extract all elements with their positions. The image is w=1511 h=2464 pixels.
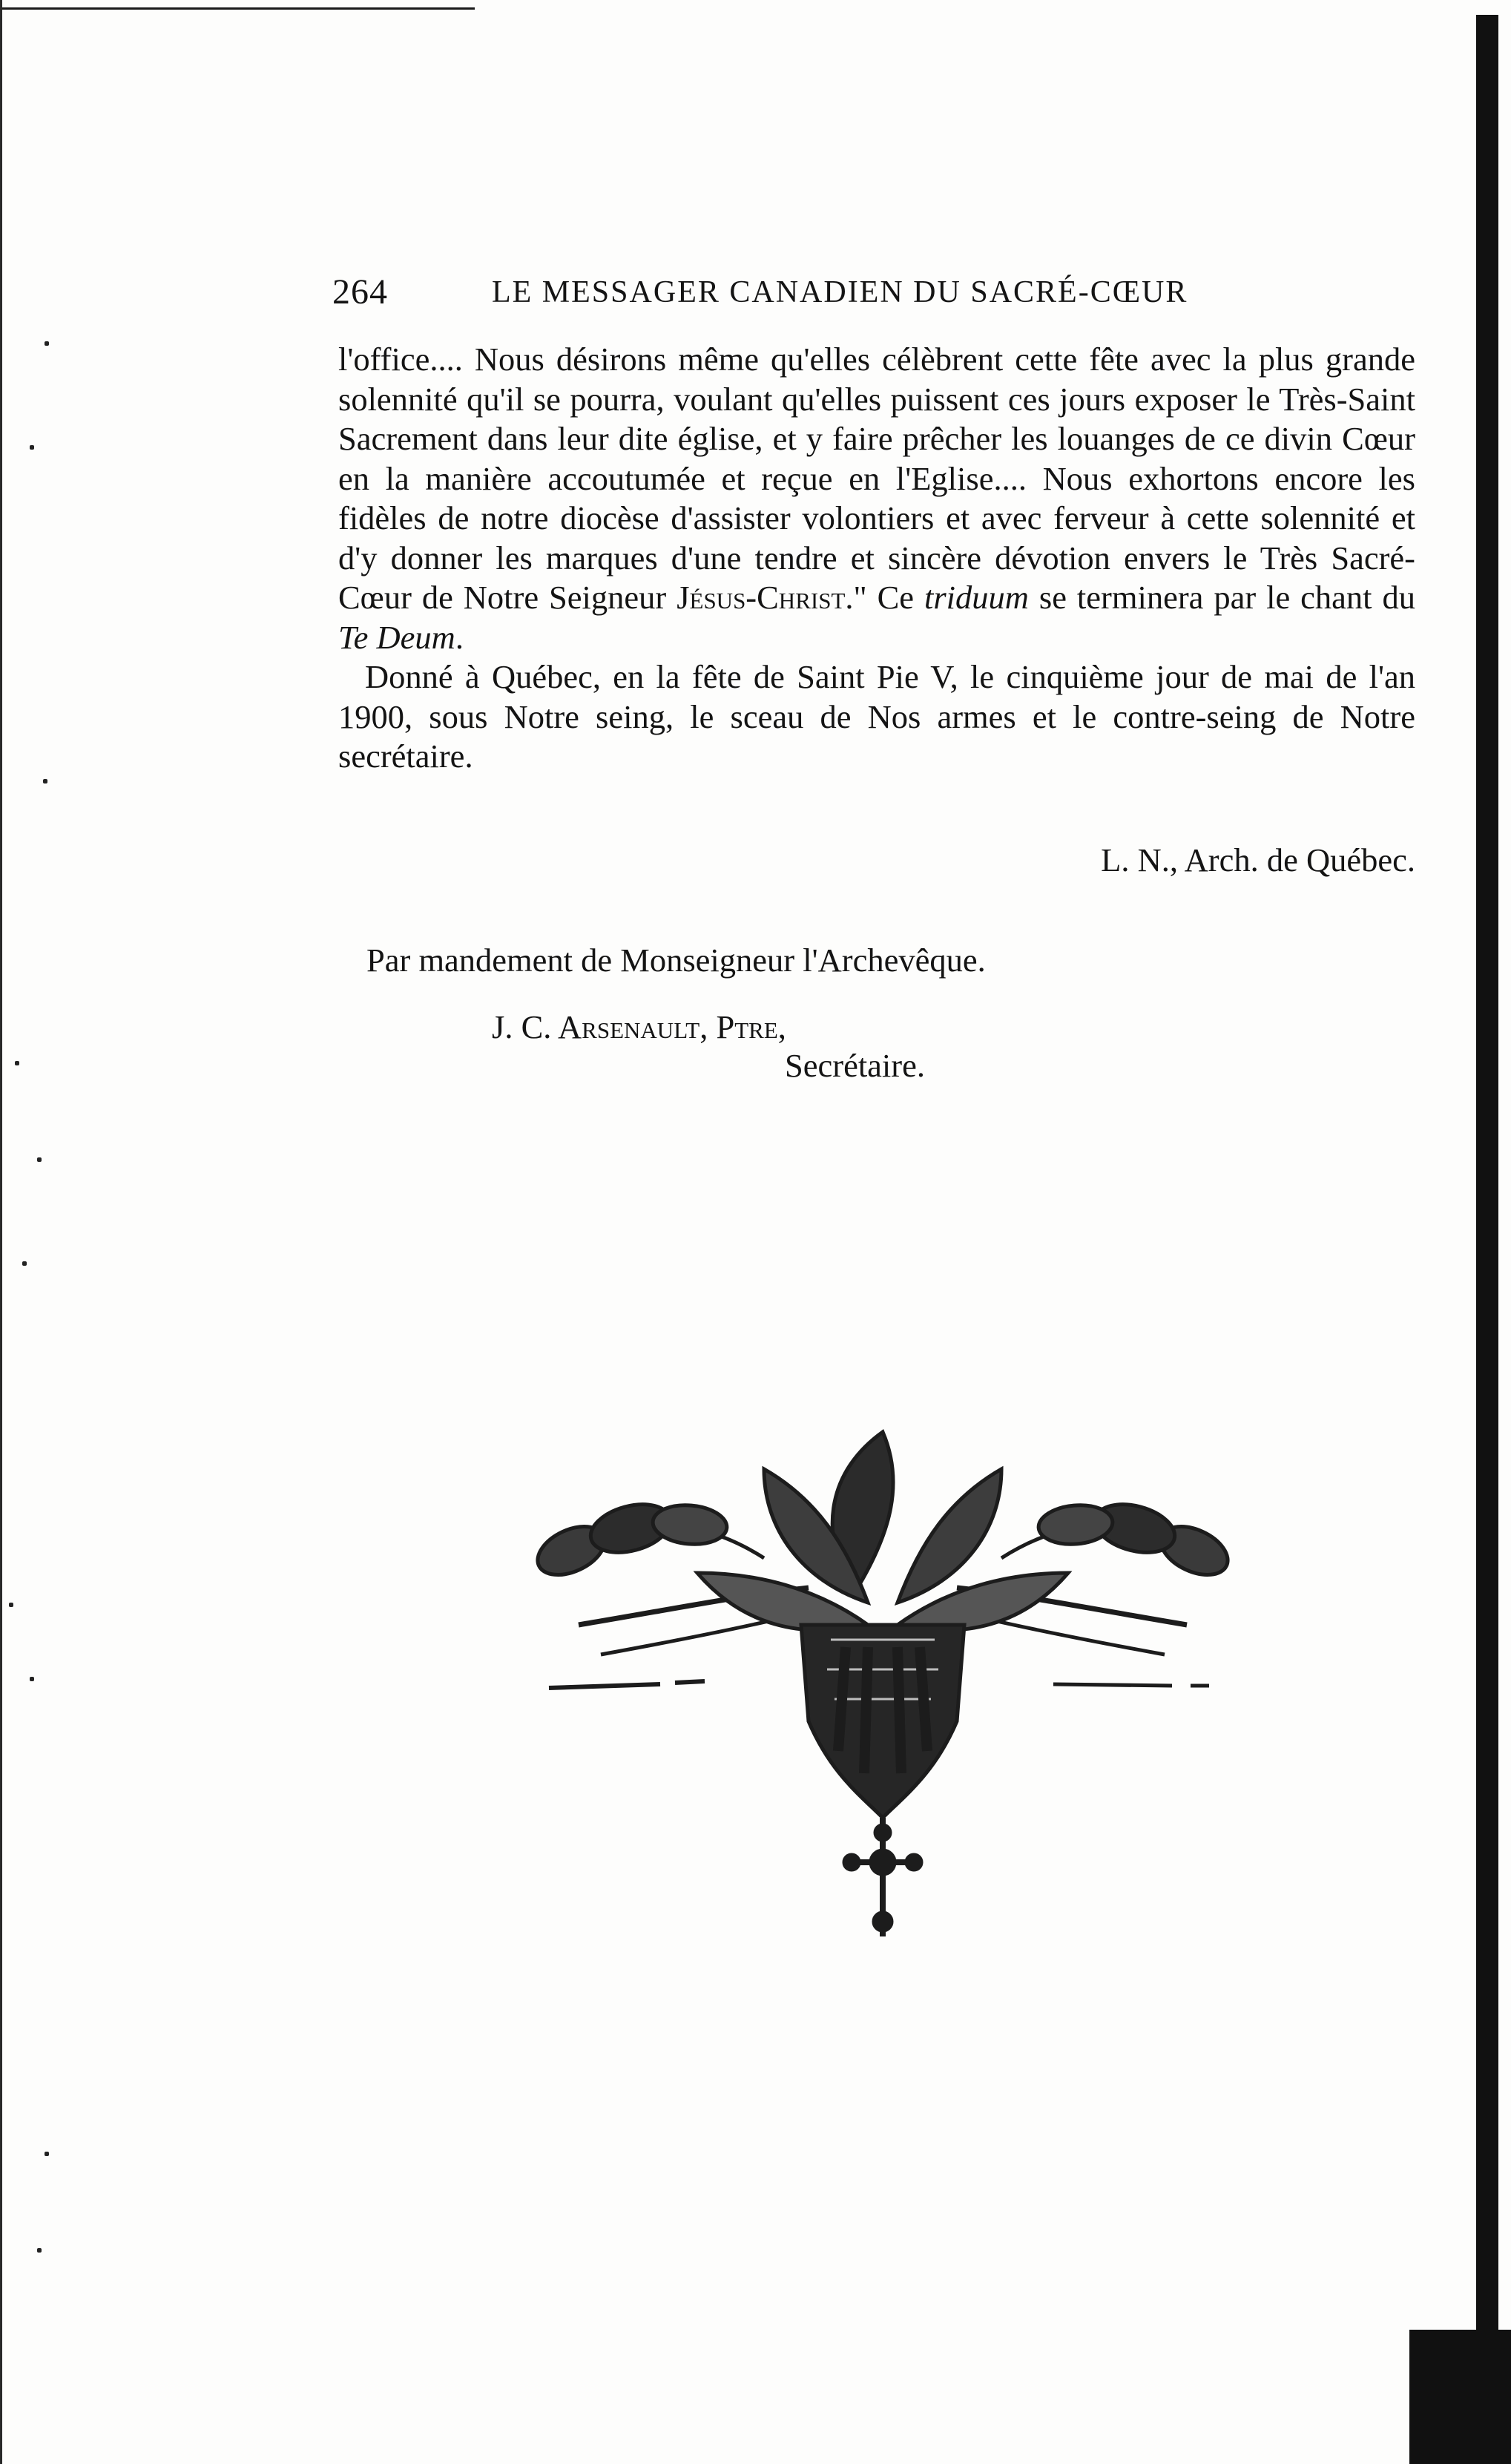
secretary-title: Secrétaire.	[785, 1047, 925, 1084]
paragraph-text: ." Ce	[845, 579, 924, 616]
italic-triduum: triduum	[924, 579, 1029, 616]
name-jesus-christ: Jésus-Christ	[677, 579, 846, 616]
body-text	[338, 340, 1415, 777]
running-title: LE MESSAGER CANADIEN DU SACRÉ-CŒUR	[492, 275, 1188, 309]
floral-ornament-icon	[519, 1402, 1246, 1951]
paragraph-date-place: Donné à Québec, en la fête de Saint Pie V, le cinquième jour de mai de l'an 1900, sous Notre seing, le sceau de Nos armes et le contre-seing de Notre secrétaire.	[338, 658, 1415, 775]
secretary-name: J. C. Arsenault, Ptre,	[492, 1008, 786, 1045]
paragraph-text: se terminera par le chant du	[1028, 579, 1415, 616]
right-edge-shadow	[1476, 15, 1498, 2463]
paragraph-text: l'office.... Nous désirons même qu'elles célèbrent cette fête avec la plus grande solennité qu'il se pourra, voulant qu'elles puissent ces jours exposer le Très-Saint Sacrement dans leur dite église, et y faire prêcher les louanges de ce divin Cœur en la manière accoutumée et reçue en l'Eglise.... Nous exhortons encore les fidèles de notre diocèse d'assister volontiers et avec ferveur à cette solennité et d'y donner les marques d'une tendre et sincère dévotion envers le Très Sacré-Cœur de Notre Seigneur	[338, 341, 1415, 616]
top-rule	[0, 7, 475, 10]
bottom-right-shadow	[1409, 2330, 1511, 2464]
left-edge-shadow	[0, 0, 4, 2464]
running-header	[332, 272, 1423, 313]
italic-te-deum: Te Deum	[338, 618, 455, 656]
archbishop-signature: L. N., Arch. de Québec.	[1101, 841, 1415, 878]
paragraph-decree-quote	[338, 340, 1415, 657]
page-number: 264	[332, 272, 388, 312]
paragraph-text: .	[455, 618, 464, 656]
mandement-line: Par mandement de Monseigneur l'Archevêque.	[366, 942, 986, 979]
